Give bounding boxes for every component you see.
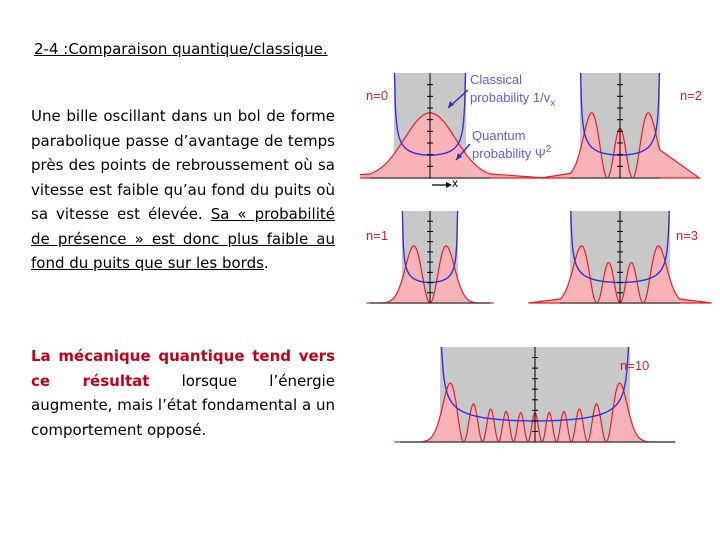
- paragraph-quantum: [31, 344, 335, 442]
- panel-n1-label: n=1: [366, 228, 389, 243]
- paragraph-classical-underlined: Sa « probabilité de présence » est donc plus faible au fond du puits que sur les bords: [31, 205, 335, 272]
- panel-n10-label: n=10: [620, 358, 650, 373]
- panel-n0-label: n=0: [366, 88, 389, 103]
- panel-n10: [394, 347, 675, 442]
- panel-n3-label: n=3: [675, 228, 698, 243]
- legend-classical-subscript: x: [550, 98, 556, 109]
- legend-quantum-superscript: 2: [545, 144, 552, 155]
- panel-n0: [360, 73, 545, 178]
- slide-title: 2-4 :Comparaison quantique/classique.: [34, 40, 328, 58]
- legend-classical-line1: Classical: [470, 72, 523, 87]
- paragraph-quantum-text: lorsque l’énergie augmente, mais l’état fondamental a un comportement opposé.: [31, 371, 335, 439]
- panel-n3: [528, 211, 711, 303]
- paragraph-classical: [31, 104, 335, 276]
- legend-quantum-line2: [472, 144, 552, 161]
- panel-n2-label: n=2: [679, 88, 702, 103]
- legend-quantum-text: probability Ψ: [472, 146, 546, 161]
- paragraph-classical-end: .: [263, 254, 269, 272]
- legend-classical-text: probability 1/v: [470, 90, 551, 105]
- paragraph-quantum-highlight: La mécanique quantique tend vers ce résultat: [31, 347, 335, 390]
- legend-classical-line2: [470, 90, 555, 109]
- paragraph-classical-text: Une bille oscillant dans un bol de forme parabolique passe d’avantage de temps près des points de rebroussement où sa vitesse est faible qu’au fond du puits où sa vitesse est élevée.: [31, 107, 335, 223]
- panel-n1: [366, 211, 494, 303]
- panel-n2: [541, 73, 702, 178]
- axis-label: x: [452, 176, 458, 190]
- oscillator-figure: [360, 60, 720, 450]
- legend-quantum-line1: Quantum: [472, 128, 526, 143]
